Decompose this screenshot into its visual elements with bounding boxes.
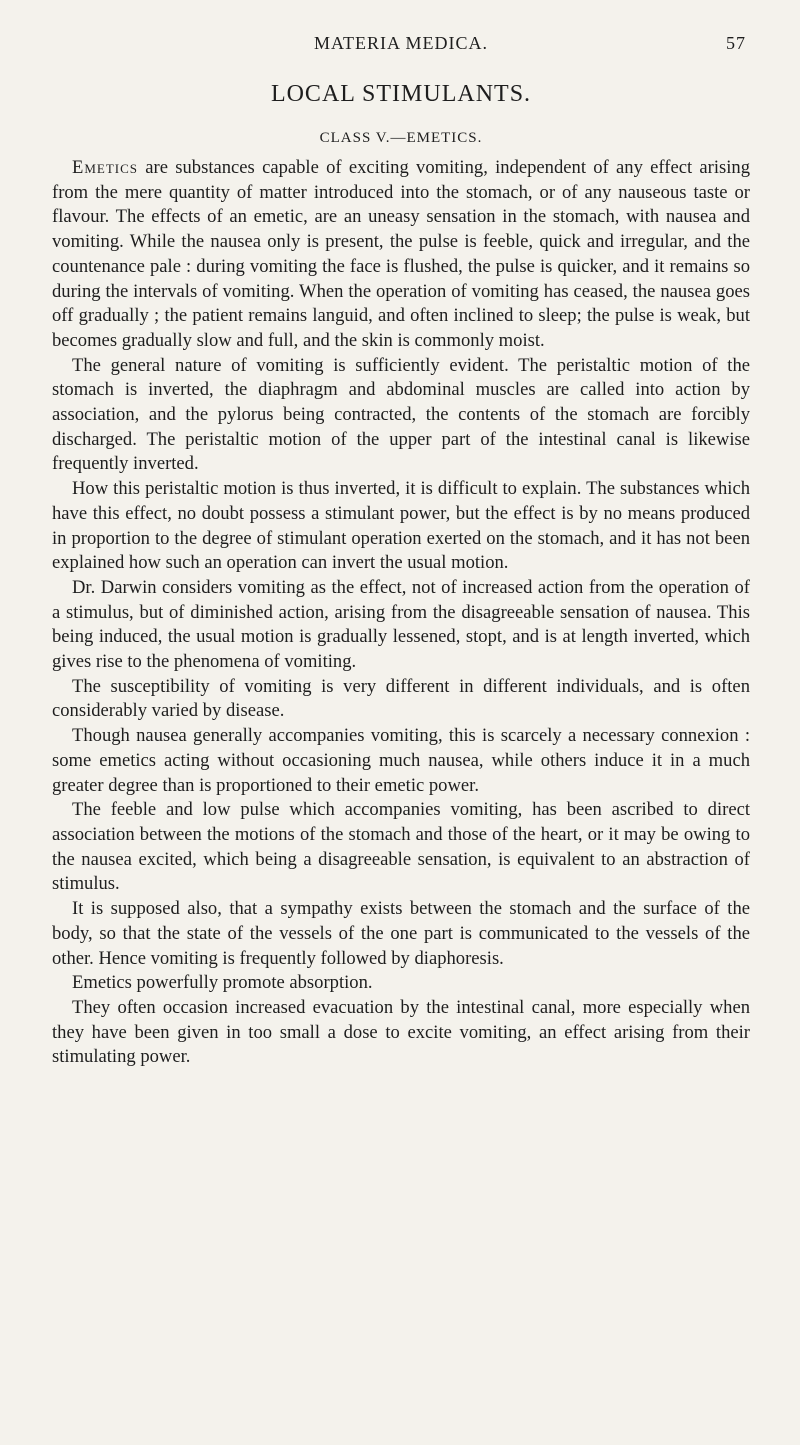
page-number: 57	[726, 33, 746, 53]
paragraph-lead: Emetics	[72, 157, 139, 178]
section-title: LOCAL STIMULANTS.	[270, 81, 532, 107]
paragraph: Though nausea generally accompanies vomiting, this is scarcely a necessary connexion : some emetics acting without occasioning much nausea, while others induce it in a much greater degree than is proportioned to their emetic power.	[52, 725, 750, 796]
running-head	[52, 30, 750, 56]
paragraph: The general nature of vomiting is sufficiently evident. The peristaltic motion of the stomach is inverted, the diaphragm and abdominal muscles are called into action by association, and the pylorus being contracted, the contents of the stomach are forcibly discharged. The peristaltic motion of the upper part of the intestinal canal is likewise frequently inverted.	[52, 354, 750, 475]
body-text	[52, 156, 750, 1070]
paragraph: The feeble and low pulse which accompanies vomiting, has been ascribed to direct association between the motions of the stomach and those of the heart, or it may be owing to the nausea excited, which being a disagreeable sensation, is equivalent to an abstraction of stimulus.	[52, 799, 750, 895]
section-subtitle: CLASS V.—EMETICS.	[319, 130, 483, 146]
paragraph-text: are substances capable of exciting vomiting, independent of any effect arising from the mere quantity of matter introduced into the stomach, or of any nauseous taste or flavour. The effects of an emetic, are an uneasy sensation in the stomach, with nausea and vomiting. While the nausea only is present, the pulse is feeble, quick and irregular, and the countenance pale : during vomiting the face is flushed, the pulse is quicker, and it remains so during the intervals of vomiting. When the operation of vomiting has ceased, the nausea goes off gradually ; the patient remains languid, and often inclined to sleep; the pulse is weak, but becomes gradually slow and full, and the skin is commonly moist.	[52, 157, 750, 351]
book-page	[52, 30, 750, 1070]
paragraph: It is supposed also, that a sympathy exists between the stomach and the surface of the body, so that the state of the vessels of the one part is communicated to the vessels of the other. Hence vomiting is frequently followed by diaphoresis.	[52, 898, 750, 969]
running-title: MATERIA MEDICA.	[313, 33, 488, 53]
paragraph: The susceptibility of vomiting is very different in different individuals, and is often considerably varied by disease.	[52, 675, 750, 722]
paragraph: How this peristaltic motion is thus inverted, it is difficult to explain. The substances which have this effect, no doubt possess a stimulant power, but the effect is by no means produced in proportion to the degree of stimulant operation exerted on the stomach, and it has not been explained how such an operation can invert the usual motion.	[52, 478, 750, 574]
paragraph	[52, 156, 750, 354]
paragraph: They often occasion increased evacuation by the intestinal canal, more especially when they have been given in too small a dose to excite vomiting, an effect arising from their stimulating power.	[52, 996, 750, 1068]
paragraph: Emetics powerfully promote absorption.	[72, 972, 373, 994]
paragraph: Dr. Darwin considers vomiting as the effect, not of increased action from the operation of a stimulus, but of diminished action, arising from the disagreeable sensation of nausea. This being induced, the usual motion is gradually lessened, stopt, and is at length inverted, which gives rise to the phenomena of vomiting.	[52, 576, 750, 673]
